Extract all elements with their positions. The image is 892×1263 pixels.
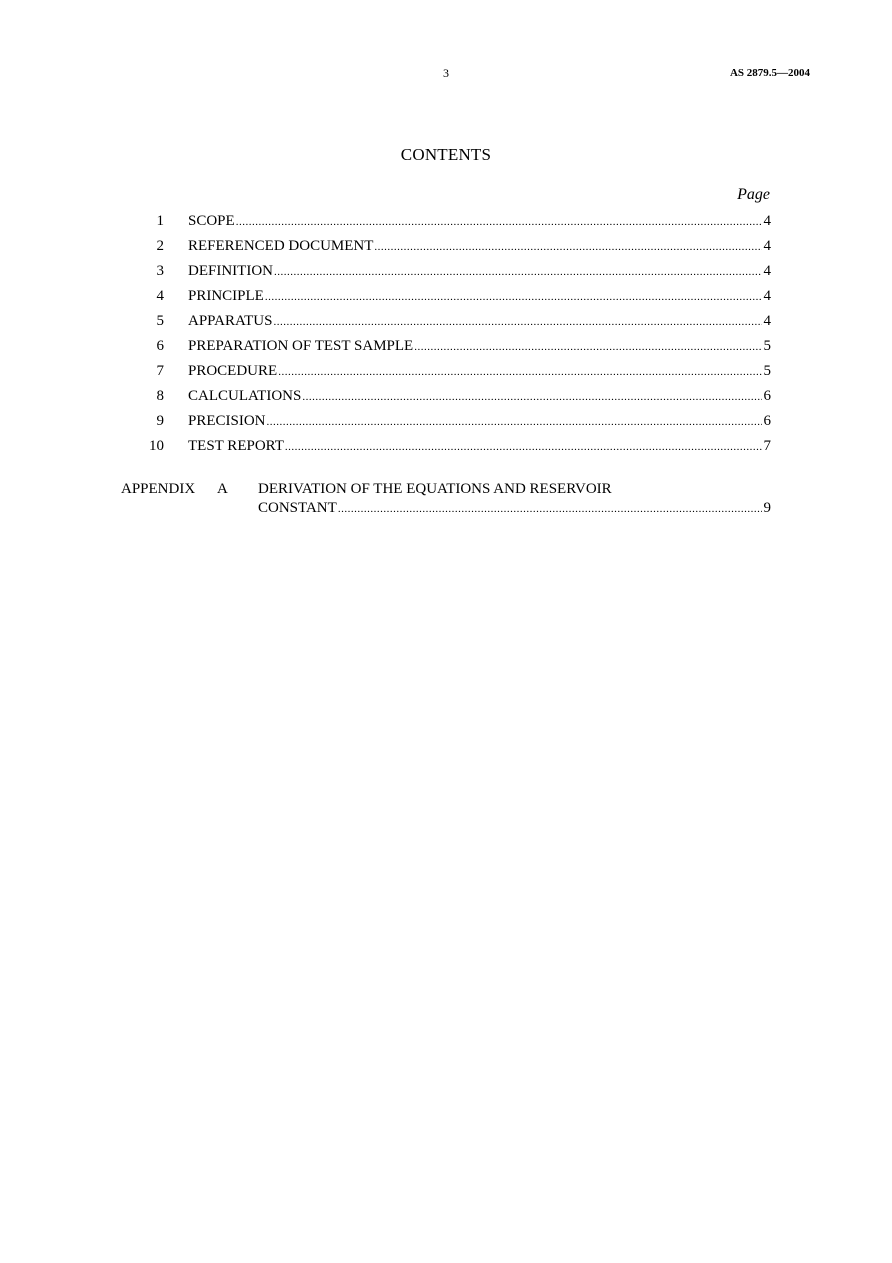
toc-entry-procedure[interactable] (0, 361, 892, 386)
toc-entry-page: 4 (763, 213, 771, 229)
dot-leader (338, 499, 762, 519)
toc-entry-scope[interactable] (0, 211, 892, 236)
toc-entry-number: 6 (156, 338, 164, 354)
toc-entry-precision[interactable] (0, 411, 892, 436)
toc-entry-number: 3 (156, 263, 164, 279)
dot-leader (285, 437, 762, 457)
dot-leader (236, 212, 762, 232)
dot-leader (265, 287, 762, 307)
appendix-label: APPENDIX (121, 481, 196, 497)
contents-title: CONTENTS (400, 145, 492, 164)
toc-entry-title: PRINCIPLE (188, 288, 264, 304)
dot-leader (274, 312, 762, 332)
toc-entry-page: 5 (763, 363, 771, 379)
toc-entry-page: 4 (763, 288, 771, 304)
appendix-title-line2: CONSTANT (258, 500, 337, 516)
toc-entry-number: 7 (156, 363, 164, 379)
page-number: 3 (443, 66, 449, 80)
toc-entry-title: DEFINITION (188, 263, 273, 279)
appendix-title-line1: DERIVATION OF THE EQUATIONS AND RESERVOIR (258, 481, 612, 497)
toc-entry-page: 5 (763, 338, 771, 354)
toc-entry-referenced-document[interactable] (0, 236, 892, 261)
dot-leader (302, 387, 761, 407)
table-of-contents (0, 211, 892, 461)
toc-entry-page: 6 (763, 388, 771, 404)
toc-entry-title: APPARATUS (188, 313, 273, 329)
appendix-letter: A (217, 481, 228, 497)
toc-entry-title: TEST REPORT (188, 438, 284, 454)
toc-entry-apparatus[interactable] (0, 311, 892, 336)
document-id: AS 2879.5—2004 (729, 67, 810, 79)
toc-entry-title: PROCEDURE (188, 363, 278, 379)
dot-leader (414, 337, 761, 357)
toc-entry-page: 6 (763, 413, 771, 429)
toc-entry-number: 10 (149, 438, 164, 454)
toc-entry-title: REFERENCED DOCUMENT (188, 238, 374, 254)
page-column-label: Page (737, 186, 770, 203)
toc-entry-page: 7 (763, 438, 771, 454)
appendix-page: 9 (763, 500, 771, 516)
toc-entry-title: PREPARATION OF TEST SAMPLE (188, 338, 414, 354)
toc-entry-page: 4 (763, 313, 771, 329)
toc-entry-number: 4 (156, 288, 164, 304)
toc-entry-number: 5 (156, 313, 164, 329)
dot-leader (374, 237, 761, 257)
toc-entry-page: 4 (763, 263, 771, 279)
toc-entry-number: 1 (156, 213, 164, 229)
toc-entry-preparation-of-test-sample[interactable] (0, 336, 892, 361)
toc-entry-page: 4 (763, 238, 771, 254)
toc-entry-title: PRECISION (188, 413, 266, 429)
toc-entry-test-report[interactable] (0, 436, 892, 461)
dot-leader (274, 262, 762, 282)
toc-entry-number: 2 (156, 238, 164, 254)
dot-leader (267, 412, 762, 432)
toc-entry-principle[interactable] (0, 286, 892, 311)
toc-entry-definition[interactable] (0, 261, 892, 286)
toc-entry-calculations[interactable] (0, 386, 892, 411)
dot-leader (278, 362, 761, 382)
toc-entry-number: 8 (156, 388, 164, 404)
toc-entry-title: CALCULATIONS (188, 388, 302, 404)
toc-entry-title: SCOPE (188, 213, 235, 229)
toc-entry-number: 9 (156, 413, 164, 429)
